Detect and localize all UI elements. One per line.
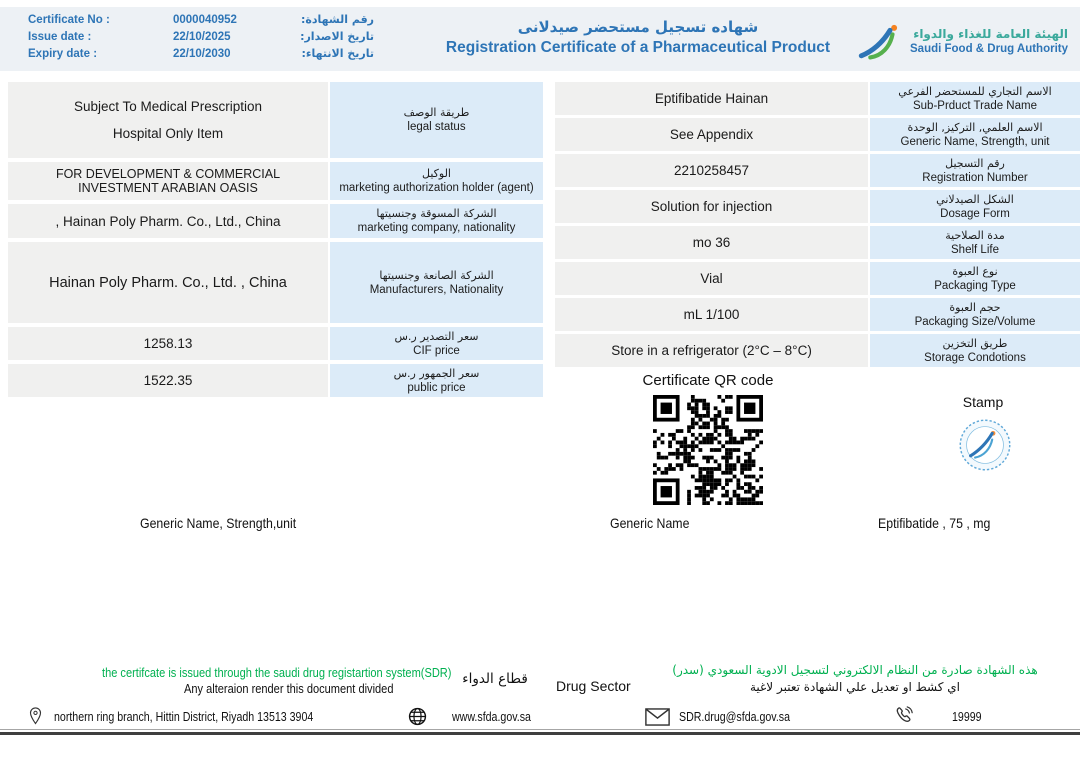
label-english: Packaging Type xyxy=(934,279,1016,292)
document-title xyxy=(403,18,873,57)
appendix-generic-name-text: Generic Name xyxy=(610,515,690,531)
location-pin-icon xyxy=(28,706,43,731)
label-english: Manufacturers, Nationality xyxy=(369,283,504,296)
field-label xyxy=(330,242,543,323)
value-line: FOR DEVELOPMENT & COMMERCIAL INVESTMENT ARABIAN OASIS xyxy=(55,167,281,195)
label-english: CIF price xyxy=(413,344,460,357)
sfda-name-arabic: الهيئة العامة للغذاء والدواء xyxy=(913,26,1069,41)
drug-sector-english: Drug Sector xyxy=(556,678,631,694)
website-value: www.sfda.gov.sa xyxy=(452,710,531,724)
footer-divider-dark xyxy=(0,732,1080,735)
value-line: mo 36 xyxy=(692,235,731,250)
label-english: Generic Name, Strength, unit xyxy=(900,135,1050,148)
table-row-manufacturer xyxy=(8,242,543,323)
label-english: marketing authorization holder (agent) xyxy=(339,182,534,194)
appendix-heading-text: Generic Name, Strength,unit xyxy=(140,515,297,531)
value-line: See Appendix xyxy=(669,127,754,142)
table-row-marketing-company xyxy=(8,204,543,238)
expiry-date-row xyxy=(0,47,380,64)
table-row-packaging-type xyxy=(555,262,1080,295)
label-arabic: رقم التسجيل xyxy=(945,156,1005,170)
field-label xyxy=(870,82,1080,115)
table-row-cif-price xyxy=(8,327,543,360)
field-value xyxy=(555,262,868,295)
label-english: Storage Condotions xyxy=(924,351,1026,364)
footer-notice-arabic-black: اي كشط او تعديل علي الشهادة تعتبر لاغية xyxy=(749,680,961,694)
field-value xyxy=(555,298,868,331)
label-english: marketing company, nationality xyxy=(357,222,516,234)
label-arabic: الوكيل xyxy=(422,167,451,180)
label-english: public price xyxy=(407,381,466,394)
field-value xyxy=(8,82,328,158)
phone-number-value: 19999 xyxy=(952,710,982,724)
globe-icon xyxy=(408,707,427,731)
field-value xyxy=(555,154,868,187)
value-line: Vial xyxy=(700,271,723,286)
value-line: mL 1/100 xyxy=(683,307,740,322)
label-english: Packaging Size/Volume xyxy=(914,315,1036,328)
table-row-packaging-size xyxy=(555,298,1080,331)
label-arabic: طريقة الوصف xyxy=(403,106,470,119)
table-row-trade-name xyxy=(555,82,1080,115)
field-value xyxy=(555,82,868,115)
field-label xyxy=(330,204,543,238)
mail-icon xyxy=(645,708,670,731)
sfda-logo-text xyxy=(910,27,1068,56)
label-arabic: الاسم العلمي, التركيز, الوحدة xyxy=(907,120,1043,134)
footer-notice-arabic-green: هذه الشهادة صادرة من النظام الالكتروني لتسجيل الادوية السعودي (سدر) xyxy=(672,663,1038,677)
value-line: Eptifibatide Hainan xyxy=(654,91,769,106)
value-line: 2210258457 xyxy=(673,163,750,178)
document-title-english: Registration Certificate of a Pharmaceutical Product xyxy=(445,39,831,56)
field-label xyxy=(870,262,1080,295)
value-line: Solution for injection xyxy=(650,199,773,214)
field-value xyxy=(8,204,328,238)
certificate-no-label: Certificate No : xyxy=(28,14,110,26)
value-line: , Hainan Poly Pharm. Co., Ltd., China xyxy=(55,213,281,229)
table-row-agent xyxy=(8,162,543,200)
label-arabic: مدة الصلاحية xyxy=(945,228,1005,242)
website-text xyxy=(452,710,545,724)
table-row-public-price xyxy=(8,364,543,397)
label-arabic: سعر التصدير ر.س xyxy=(394,329,479,343)
field-label xyxy=(330,364,543,397)
appendix-generic-name-label xyxy=(610,515,700,531)
field-label xyxy=(870,334,1080,367)
appendix-heading xyxy=(140,515,317,531)
label-arabic: الشكل الصيدلاني xyxy=(936,192,1014,206)
appendix-generic-value-text: Eptifibatide , 75 , mg xyxy=(878,515,991,531)
table-row-generic-name xyxy=(555,118,1080,151)
field-value xyxy=(8,327,328,360)
email-text xyxy=(679,710,810,724)
header xyxy=(0,7,1080,71)
field-label xyxy=(870,190,1080,223)
label-arabic: نوع العبوة xyxy=(952,264,998,278)
stamp-seal-icon xyxy=(958,418,1012,477)
issue-date-row xyxy=(0,30,380,47)
label-english: Registration Number xyxy=(922,171,1028,184)
document-title-arabic: شهاده تسجيل مستحضر صيدلانى xyxy=(517,18,759,36)
label-english: Dosage Form xyxy=(940,207,1010,220)
field-label xyxy=(870,298,1080,331)
table-row-dosage-form xyxy=(555,190,1080,223)
drug-sector-arabic: قطاع الدواء xyxy=(462,671,528,687)
label-arabic: طريق التخزين xyxy=(942,336,1008,350)
issue-date-label-ar: تاريخ الاصدار: xyxy=(300,30,374,43)
footer-notice-text: the certifcate is issued through the saudi drug registartion system(SDR) xyxy=(101,665,452,680)
table-row-registration-number xyxy=(555,154,1080,187)
table-row-shelf-life xyxy=(555,226,1080,259)
label-english: Sub-Prduct Trade Name xyxy=(912,99,1037,112)
value-line: Subject To Medical Prescription xyxy=(73,99,263,114)
certificate-qr-code xyxy=(653,395,763,505)
footer-notice-text: Any alteraion render this document divided xyxy=(184,681,394,696)
expiry-date-value: 22/10/2030 xyxy=(173,48,231,60)
field-value xyxy=(555,118,868,151)
value-line: Hospital Only Item xyxy=(112,126,224,141)
table-row-legal-status xyxy=(8,82,543,158)
expiry-date-label-ar: تاريخ الانتهاء: xyxy=(301,47,374,60)
expiry-date-label: Expiry date : xyxy=(28,48,98,60)
label-arabic: سعر الجمهور ر.س xyxy=(393,366,480,380)
email-value: SDR.drug@sfda.gov.sa xyxy=(679,710,790,724)
field-label xyxy=(870,118,1080,151)
appendix-generic-name-value xyxy=(878,515,1006,531)
stamp-label: Stamp xyxy=(962,394,1004,410)
issue-date-value: 22/10/2025 xyxy=(173,31,231,43)
label-arabic: حجم العبوة xyxy=(949,300,1001,314)
address-value: northern ring branch, Hittin District, Riyadh 13513 3904 xyxy=(54,710,314,724)
value-line: 1522.35 xyxy=(143,373,193,388)
field-value xyxy=(555,190,868,223)
certificate-info xyxy=(0,13,380,64)
label-arabic: الشركة المسوقة وجنسيتها xyxy=(376,207,497,220)
label-english: legal status xyxy=(407,121,466,133)
field-value xyxy=(8,364,328,397)
table-row-storage-conditions xyxy=(555,334,1080,367)
field-value xyxy=(8,162,328,200)
label-arabic: الاسم التجاري للمستحضر الفرعي xyxy=(898,84,1052,98)
field-label xyxy=(870,226,1080,259)
field-value xyxy=(555,226,868,259)
field-label xyxy=(330,82,543,158)
phone-icon xyxy=(893,705,914,731)
phone-number-text xyxy=(952,710,987,724)
field-label xyxy=(870,154,1080,187)
address-text xyxy=(54,710,359,724)
value-line: 1258.13 xyxy=(143,336,193,351)
value-line: Hainan Poly Pharm. Co., Ltd. , China xyxy=(49,274,287,291)
certificate-no-value: 0000040952 xyxy=(173,14,237,26)
field-value xyxy=(8,242,328,323)
label-english: Shelf Life xyxy=(951,243,999,256)
sfda-name-english: Saudi Food & Drug Authority xyxy=(910,42,1069,55)
certificate-no-label-ar: رقم الشهادة: xyxy=(300,13,374,26)
sfda-logo xyxy=(858,22,1068,60)
issue-date-label: Issue date : xyxy=(28,31,92,43)
field-value xyxy=(555,334,868,367)
field-label xyxy=(330,327,543,360)
field-label xyxy=(330,162,543,200)
qr-code-title: Certificate QR code xyxy=(642,372,774,389)
qr-code-image xyxy=(653,395,763,505)
value-line: Store in a refrigerator (2°C – 8°C) xyxy=(611,343,812,358)
footer-divider-thin xyxy=(0,729,1080,730)
sfda-logo-icon xyxy=(858,22,904,60)
label-arabic: الشركة الصانعة وجنسيتها xyxy=(379,268,494,282)
certificate-no-row xyxy=(0,13,380,30)
